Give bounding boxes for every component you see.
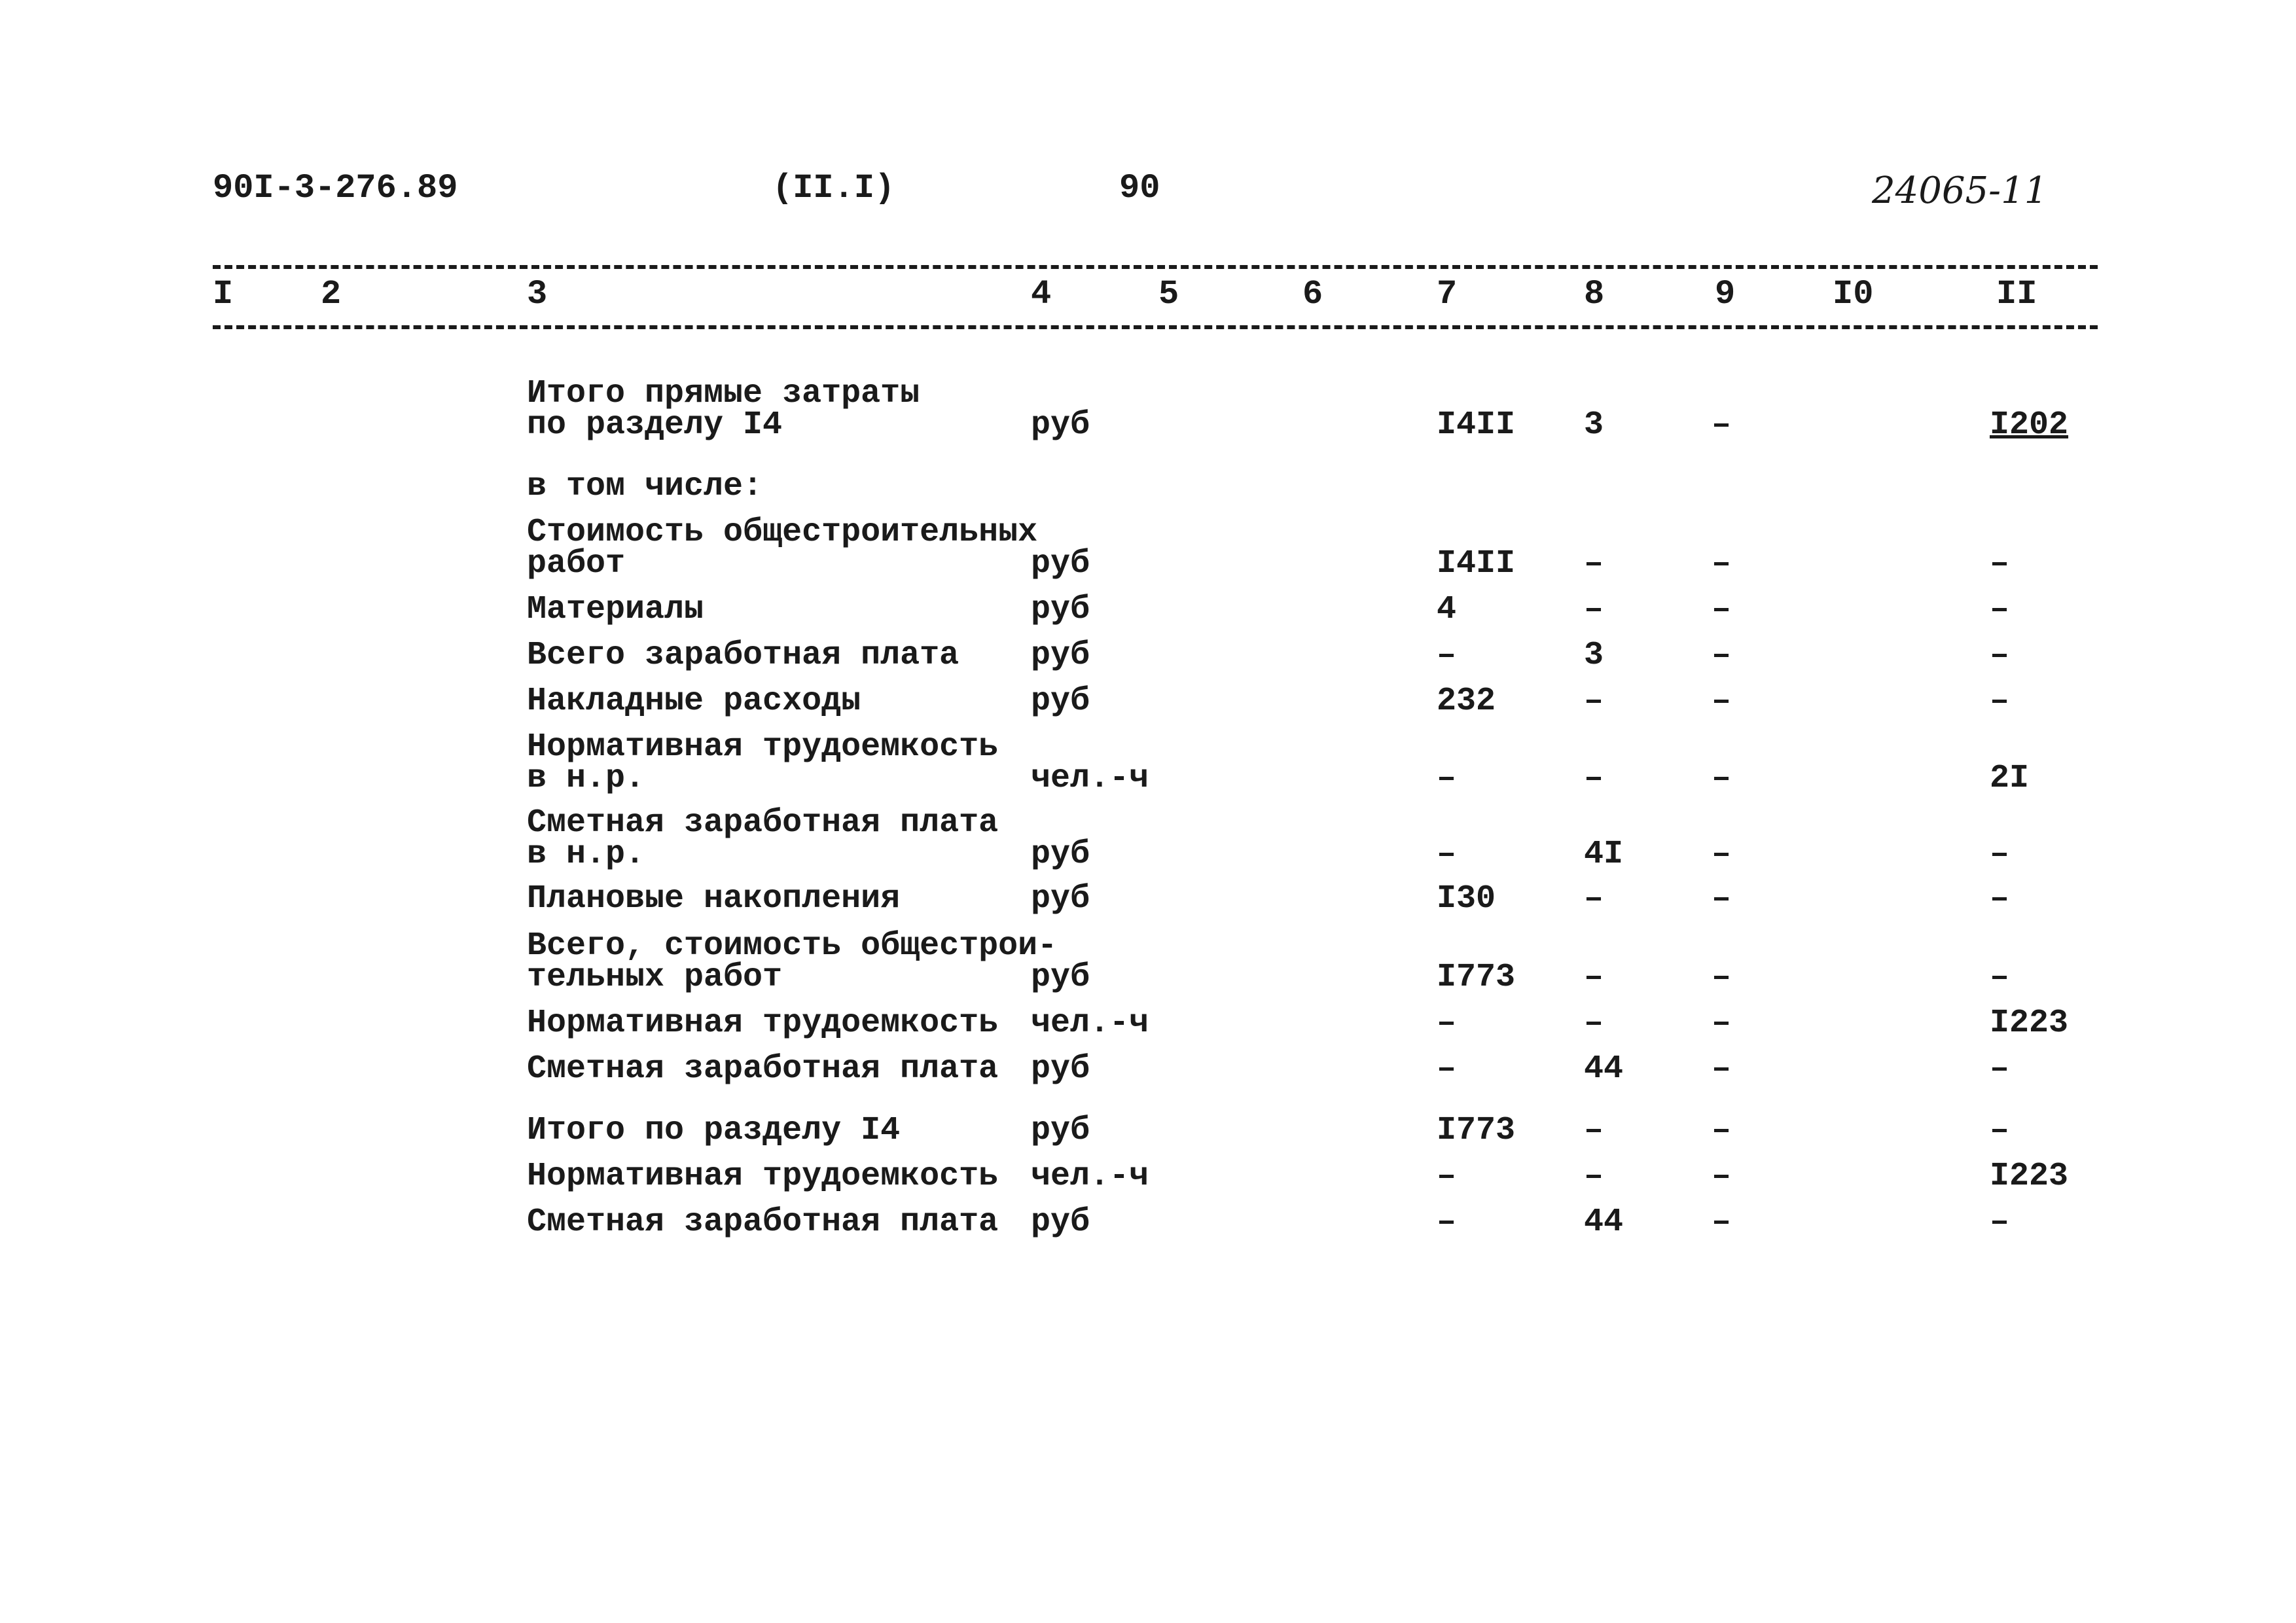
cell-col7: I4II xyxy=(1437,406,1516,444)
row-label-line: Итого по разделу I4 xyxy=(527,1112,901,1149)
row-unit: руб xyxy=(1031,880,1090,918)
row-unit: чел.-ч xyxy=(1031,1005,1149,1042)
row-unit: чел.-ч xyxy=(1031,760,1149,797)
cell-col8: 44 xyxy=(1584,1204,1624,1241)
cell-col11: – xyxy=(1990,836,2010,873)
cell-col8: – xyxy=(1584,545,1604,582)
row-label-line: в том числе: xyxy=(527,468,763,505)
column-number: 8 xyxy=(1584,275,1605,313)
row-label-line: Сметная заработная плата xyxy=(527,804,999,842)
cell-col8: 3 xyxy=(1584,637,1604,674)
cell-col7: I773 xyxy=(1437,1112,1516,1149)
row-label-line: тельных работ xyxy=(527,959,783,996)
row-label-line: Нормативная трудоемкость xyxy=(527,1158,999,1195)
table-header-rule xyxy=(213,325,2098,329)
cell-col11: I202 xyxy=(1990,406,2069,444)
column-number: 4 xyxy=(1031,275,1052,313)
cell-col7: I30 xyxy=(1437,880,1496,918)
row-label-line: Сметная заработная плата xyxy=(527,1204,999,1241)
column-number: I0 xyxy=(1833,275,1874,313)
cell-col8: – xyxy=(1584,959,1604,996)
document-code: 90I-3-276.89 xyxy=(213,169,458,207)
cell-col11: I223 xyxy=(1990,1005,2069,1042)
row-label-line: Накладные расходы xyxy=(527,683,861,720)
cell-col7: – xyxy=(1437,760,1457,797)
row-unit: руб xyxy=(1031,683,1090,720)
cell-col9: – xyxy=(1712,406,1732,444)
cell-col7: 4 xyxy=(1437,591,1457,628)
cell-col9: – xyxy=(1712,760,1732,797)
row-unit: руб xyxy=(1031,591,1090,628)
row-label-line: Стоимость общестроительных xyxy=(527,514,1038,551)
cell-col8: 44 xyxy=(1584,1050,1624,1088)
cell-col9: – xyxy=(1712,1050,1732,1088)
cell-col8: – xyxy=(1584,683,1604,720)
cell-col9: – xyxy=(1712,545,1732,582)
cell-col8: – xyxy=(1584,1158,1604,1195)
cell-col8: – xyxy=(1584,1005,1604,1042)
cell-col9: – xyxy=(1712,637,1732,674)
cell-col11: – xyxy=(1990,545,2010,582)
cell-col9: – xyxy=(1712,959,1732,996)
column-number: 6 xyxy=(1302,275,1323,313)
cell-col11: – xyxy=(1990,591,2010,628)
row-unit: руб xyxy=(1031,1112,1090,1149)
cell-col11: – xyxy=(1990,880,2010,918)
cell-col8: – xyxy=(1584,760,1604,797)
row-unit: руб xyxy=(1031,545,1090,582)
row-label-line: Материалы xyxy=(527,591,704,628)
cell-col7: I773 xyxy=(1437,959,1516,996)
cell-col7: I4II xyxy=(1437,545,1516,582)
row-unit: руб xyxy=(1031,1050,1090,1088)
row-label-line: Сметная заработная плата xyxy=(527,1050,999,1088)
column-number: I xyxy=(213,275,234,313)
cell-col7: – xyxy=(1437,1050,1457,1088)
row-label-line: Итого прямые затраты xyxy=(527,375,920,412)
cell-col8: – xyxy=(1584,591,1604,628)
cell-col11: – xyxy=(1990,959,2010,996)
cell-col9: – xyxy=(1712,591,1732,628)
row-unit: руб xyxy=(1031,836,1090,873)
cell-col11: 2I xyxy=(1990,760,2030,797)
cell-col9: – xyxy=(1712,1158,1732,1195)
cell-col9: – xyxy=(1712,880,1732,918)
column-number: II xyxy=(1996,275,2037,313)
row-unit: чел.-ч xyxy=(1031,1158,1149,1195)
handwritten-reference: 24065-11 xyxy=(1872,169,2048,212)
cell-col9: – xyxy=(1712,683,1732,720)
row-label-line: по разделу I4 xyxy=(527,406,783,444)
row-label-line: работ xyxy=(527,545,626,582)
cell-col8: – xyxy=(1584,1112,1604,1149)
cell-col7: 232 xyxy=(1437,683,1496,720)
cell-col9: – xyxy=(1712,1112,1732,1149)
cell-col7: – xyxy=(1437,637,1457,674)
section-number: (II.I) xyxy=(772,169,895,207)
cell-col7: – xyxy=(1437,836,1457,873)
cell-col9: – xyxy=(1712,1204,1732,1241)
row-label-line: в н.р. xyxy=(527,836,645,873)
cell-col8: 4I xyxy=(1584,836,1624,873)
cell-col7: – xyxy=(1437,1005,1457,1042)
row-label-line: Всего, стоимость общестрои- xyxy=(527,927,1058,965)
row-label-line: Всего заработная плата xyxy=(527,637,960,674)
column-number: 2 xyxy=(321,275,342,313)
page-number: 90 xyxy=(1119,169,1160,207)
row-unit: руб xyxy=(1031,406,1090,444)
row-label-line: в н.р. xyxy=(527,760,645,797)
column-number: 3 xyxy=(527,275,548,313)
cell-col11: – xyxy=(1990,683,2010,720)
row-label-line: Нормативная трудоемкость xyxy=(527,728,999,766)
column-number: 9 xyxy=(1715,275,1736,313)
cell-col8: – xyxy=(1584,880,1604,918)
cell-col7: – xyxy=(1437,1204,1457,1241)
row-unit: руб xyxy=(1031,1204,1090,1241)
row-unit: руб xyxy=(1031,637,1090,674)
cell-col11: – xyxy=(1990,1204,2010,1241)
cell-col8: 3 xyxy=(1584,406,1604,444)
column-number: 7 xyxy=(1437,275,1458,313)
table-top-rule xyxy=(213,265,2098,269)
cell-col11: – xyxy=(1990,1112,2010,1149)
cell-col11: – xyxy=(1990,1050,2010,1088)
column-number: 5 xyxy=(1158,275,1179,313)
cell-col7: – xyxy=(1437,1158,1457,1195)
row-label-line: Нормативная трудоемкость xyxy=(527,1005,999,1042)
cell-col9: – xyxy=(1712,836,1732,873)
row-label-line: Плановые накопления xyxy=(527,880,901,918)
cell-col9: – xyxy=(1712,1005,1732,1042)
cell-col11: I223 xyxy=(1990,1158,2069,1195)
cell-col11: – xyxy=(1990,637,2010,674)
row-unit: руб xyxy=(1031,959,1090,996)
